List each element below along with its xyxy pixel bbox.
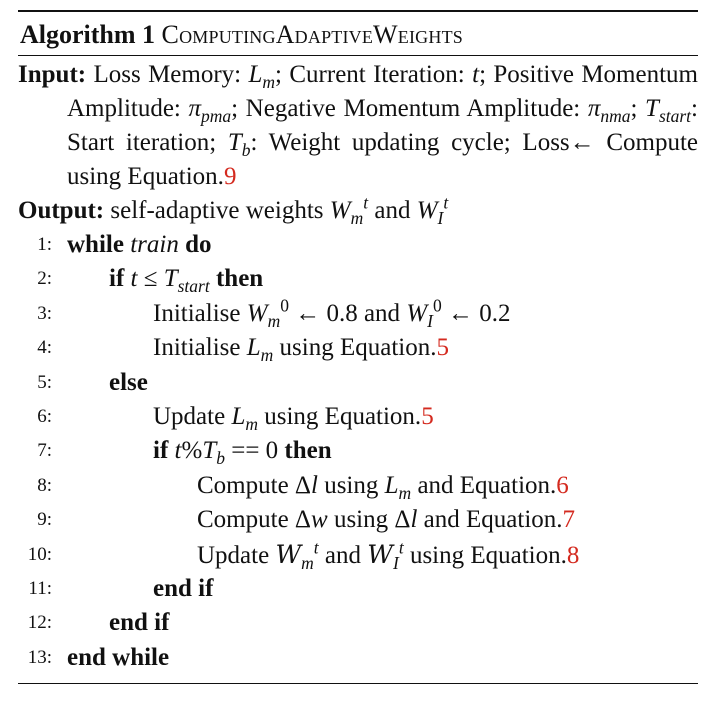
output-text: self-adaptive weights	[110, 197, 330, 224]
line-number: 5:	[37, 371, 52, 393]
keyword: end while	[67, 643, 170, 671]
line-number: 1:	[37, 234, 52, 255]
line-text: using	[317, 471, 385, 499]
line-text: and Equation.	[411, 471, 557, 499]
keyword: if	[109, 265, 125, 293]
algorithm-name: ComputingAdaptiveWeights	[161, 20, 463, 49]
line-number: 9:	[37, 509, 52, 531]
line-number: 7:	[37, 440, 52, 462]
line-text: ← 0.2	[441, 299, 511, 327]
line-text: using Equation.	[273, 334, 437, 362]
algorithm-title	[18, 12, 698, 55]
bottom-rule	[18, 683, 698, 684]
line-text: Update	[197, 541, 276, 569]
line-number: 6:	[37, 405, 52, 427]
algorithm-block	[18, 10, 698, 684]
input-text: : Start iteration;	[67, 95, 698, 156]
algorithm-line	[18, 641, 698, 675]
line-text: Compute Δ	[197, 471, 311, 499]
equation-ref[interactable]: 5	[421, 402, 434, 430]
line-number: 10:	[27, 543, 52, 565]
line-text: Initialise	[153, 334, 247, 362]
keyword: then	[284, 437, 332, 465]
algorithm-line: 9: Compute Δw using Δl and Equation.7	[18, 503, 698, 537]
line-number: 11:	[28, 577, 52, 599]
line-number: 4:	[37, 337, 52, 359]
line-text: and	[318, 541, 368, 569]
line-text: and Equation.	[417, 506, 563, 534]
equation-ref[interactable]: 7	[562, 506, 576, 534]
title-rule	[18, 55, 698, 56]
line-text: using Equation.	[403, 541, 567, 569]
keyword: end if	[153, 574, 214, 602]
line-text: Update	[153, 402, 232, 430]
algorithm-line: 4: Initialise $L_m$ using Equation.5	[18, 331, 698, 365]
keyword: end if	[109, 609, 170, 637]
algorithm-line: 2: if $t \le T_{start}$ then	[18, 262, 698, 296]
keyword: do	[185, 231, 212, 258]
algorithm-line	[18, 366, 698, 400]
algorithm-line	[18, 572, 698, 606]
input-spec: Input: Loss Memory: $L_m$; Current Iteration: t; Positive Momentum Amplitude: $\pi_{pma}$; Negative Momentum Amplitude: $\pi_{nma}$; $T_{start}$: Start iteration; $T_b$: Weight updating cycle; Loss← Compute using Equation.9	[18, 61, 699, 190]
algorithm-line	[18, 228, 698, 262]
keyword: while	[67, 231, 124, 258]
algorithm-line	[18, 606, 698, 640]
keyword: if	[153, 437, 169, 465]
output-spec: Output: self-adaptive weights $W_m^t$ and $W_I^t$	[18, 192, 449, 228]
input-text: ; Negative Momentum Amplitude:	[231, 95, 588, 122]
input-text: : Weight updating cycle; Loss← Compute using Equation.	[67, 129, 699, 190]
algorithm-line: 3: Initialise $W_m^0$ ← 0.8 and $W_I^0$ ← 0.2	[18, 297, 698, 331]
line-number: 13:	[27, 646, 52, 668]
algorithm-line: 6: Update $L_m$ using Equation.5	[18, 400, 698, 434]
algorithm-lines	[18, 228, 698, 675]
input-text: ; Positive Momentum Amplitude:	[67, 61, 698, 122]
line-number: 3:	[37, 302, 52, 324]
line-text: Initialise	[153, 299, 247, 327]
algorithm-line: 7: if $t\%T_b == 0$ then	[18, 434, 698, 468]
input-text: ; Current Iteration:	[275, 61, 473, 88]
equation-ref[interactable]: 8	[566, 541, 580, 569]
line-text: using Δ	[327, 506, 411, 534]
line-number: 8:	[37, 474, 52, 496]
algorithm-label: Algorithm 1	[20, 20, 156, 49]
output-text: and	[368, 197, 417, 224]
variable: train	[130, 231, 179, 258]
equation-ref[interactable]: 5	[436, 334, 449, 362]
line-text: Compute Δ	[197, 506, 311, 534]
input-label: Input:	[18, 61, 87, 88]
line-text: == 0	[224, 437, 285, 465]
algorithm-line: 8: Compute Δl using $L_m$ and Equation.6	[18, 469, 698, 503]
line-text: ← 0.8 and	[288, 299, 407, 327]
equation-ref[interactable]: 6	[556, 471, 569, 499]
equation-ref[interactable]: 9	[223, 163, 237, 190]
line-number: 12:	[27, 612, 52, 634]
input-text: Loss Memory:	[93, 61, 249, 88]
keyword: else	[109, 368, 148, 396]
keyword: then	[215, 265, 264, 293]
input-text: ;	[630, 95, 646, 122]
line-number: 2:	[37, 268, 52, 290]
algorithm-line: 10: Update $W_m^t$ and $W_I^t$ using Equation.8	[18, 538, 698, 572]
line-text: using Equation.	[258, 402, 422, 430]
output-label: Output:	[18, 197, 105, 224]
